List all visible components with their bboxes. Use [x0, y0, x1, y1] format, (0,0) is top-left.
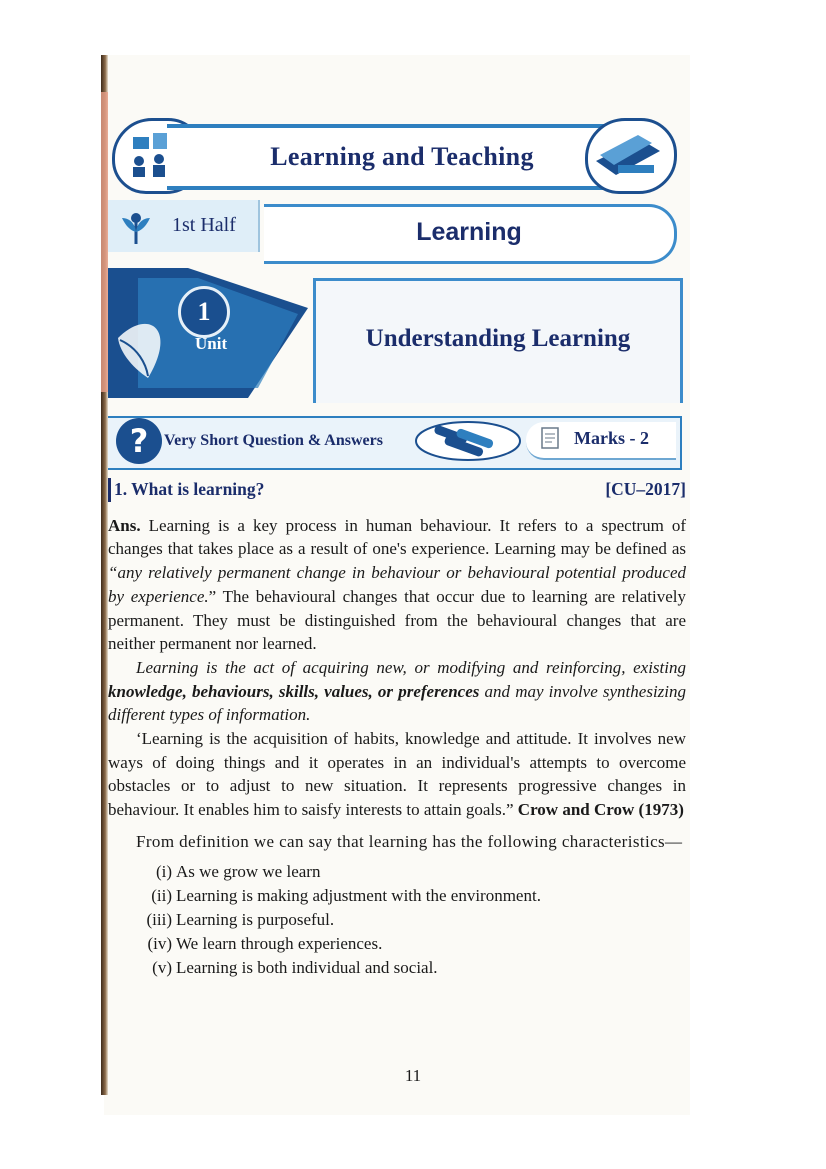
- answer-paragraph-4: From definition we can say that learning has the following characteristics—: [136, 831, 683, 851]
- books-cloud-icon: [585, 118, 677, 194]
- answer-paragraph-1: [108, 514, 686, 656]
- answer-paragraph-3: [108, 727, 686, 822]
- answer-p2-text-a: Learning is the act of acquiring new, or modifying and reinforcing, existing: [136, 657, 686, 677]
- half-tab: [108, 200, 260, 252]
- list-item: [132, 908, 686, 932]
- answer-p3-text: ‘Learning is the acquisition of habits, knowledge and attitude. It involves new ways of doing things and it operates in an individual's attempts to overcome obstacles or to adjust to new situation. It represents progressive changes in behaviour. It enables him to saisfy interests to attain goals.”: [108, 729, 686, 820]
- list-item-number: (iv): [147, 934, 172, 954]
- list-item: [132, 956, 686, 980]
- unit-label: Unit: [195, 334, 228, 353]
- notepad-icon: [540, 426, 560, 450]
- half-row: [108, 200, 678, 260]
- answer-content: [108, 478, 686, 981]
- answer-p1-quote: “any relatively permanent change in behaviour or behavioural potential produced by experience.: [108, 563, 686, 606]
- spine-color-band: [101, 92, 108, 392]
- unit-title-box: [313, 278, 683, 403]
- list-item-text: As we grow we learn: [176, 861, 321, 881]
- chapter-title-strip: [167, 124, 637, 190]
- list-item: [132, 884, 686, 908]
- marks-label: Marks - 2: [574, 428, 649, 448]
- list-item: [132, 860, 686, 884]
- answer-p2-bold: knowledge, behaviours, skills, values, or preferences: [108, 681, 480, 701]
- chapter-title: Learning and Teaching: [270, 142, 534, 171]
- chapter-banner: [112, 118, 677, 190]
- list-item-text: Learning is purposeful.: [176, 909, 335, 929]
- scrolls-icon: [414, 420, 522, 462]
- question-source: [CU–2017]: [605, 479, 686, 499]
- question-section-label: Very Short Question & Answers: [164, 432, 383, 449]
- question-mark-icon: ?: [116, 418, 162, 464]
- answer-p1-text-a: Learning is a key process in human behaviour. It refers to a spectrum of changes that takes place as a result of one's experience. Learning may be defined as: [108, 515, 686, 559]
- unit-title: Understanding Learning: [365, 325, 631, 352]
- characteristics-list: [108, 860, 686, 981]
- list-item-text: Learning is making adjustment with the environment.: [176, 885, 541, 905]
- plant-icon: [120, 210, 152, 244]
- section-title-box: [264, 204, 677, 264]
- answer-p3-citation: Crow and Crow (1973): [517, 800, 684, 820]
- answer-label: Ans.: [108, 515, 141, 535]
- answer-p2-text-b: and may involve synthesizing different types of information.: [108, 681, 687, 725]
- answer-paragraph-2: [108, 656, 686, 727]
- list-item: [132, 932, 686, 956]
- question-text: 1. What is learning?: [114, 479, 265, 499]
- half-label: 1st Half: [172, 214, 236, 236]
- unit-number-badge: 1: [178, 286, 230, 338]
- question-section-header: [108, 416, 682, 468]
- section-title: Learning: [416, 218, 522, 246]
- question-line: [108, 478, 686, 502]
- list-item-number: (iii): [146, 909, 172, 929]
- list-item-text: We learn through experiences.: [176, 934, 383, 954]
- marks-box: [526, 422, 676, 460]
- answer-p1-text-b: ” The behavioural changes that occur due to learning are relatively permanent. They must be distinguished from the behavioural changes that are neither permanent nor learned.: [108, 586, 686, 654]
- list-item-number: (i): [155, 861, 172, 881]
- list-item-number: (v): [152, 958, 172, 978]
- page-number: 11: [404, 1066, 422, 1085]
- unit-section: [108, 268, 680, 408]
- list-item-number: (ii): [151, 885, 172, 905]
- list-item-text: Learning is both individual and social.: [176, 958, 438, 978]
